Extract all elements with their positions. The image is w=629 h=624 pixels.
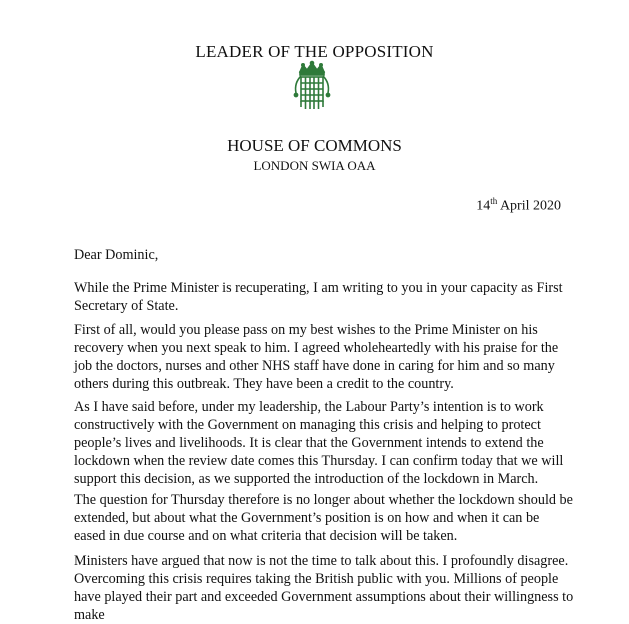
salutation: Dear Dominic, [74, 247, 159, 263]
date-rest: April 2020 [497, 198, 561, 214]
date-suffix: th [490, 196, 498, 206]
address-line: LONDON SWIA OAA [253, 158, 376, 173]
house-of-commons-heading: HOUSE OF COMMONS [227, 136, 402, 155]
letter-date [476, 196, 561, 215]
paragraph-4: The question for Thursday therefore is no longer about whether the lockdown should be extended, but about what the Government’s position is on how and when it can be eased in due course and on what criteria that decision will be taken. [74, 492, 573, 544]
date-day: 14 [476, 198, 491, 214]
paragraph-5: Ministers have argued that now is not the time to talk about this. I profoundly disagree. Overcoming this crisis requires taking the British public with you. Millions of people have played their part and exceeded Government assumptions about their willingness to make [74, 553, 574, 623]
portcullis-icon [290, 61, 334, 111]
paragraph-2: First of all, would you please pass on my best wishes to the Prime Minister on his recovery when you next speak to him. I agreed wholeheartedly with his praise for the job the doctors, nurses and other NHS staff have done in caring for him and so many others during this outbreak. They have been a credit to the country. [74, 322, 559, 392]
paragraph-1: While the Prime Minister is recuperating, I am writing to you in your capacity as First Secretary of State. [74, 280, 563, 314]
paragraph-3: As I have said before, under my leadership, the Labour Party’s intention is to work constructively with the Government on managing this crisis and helping to protect people’s lives and livelihoods. It is clear that the Government intends to extend the lockdown when the review date comes this Thursday. I can confirm today that we will support this decision, as we supported the introduction of the lockdown in March. [74, 399, 564, 487]
letterhead-title: LEADER OF THE OPPOSITION [195, 42, 434, 61]
